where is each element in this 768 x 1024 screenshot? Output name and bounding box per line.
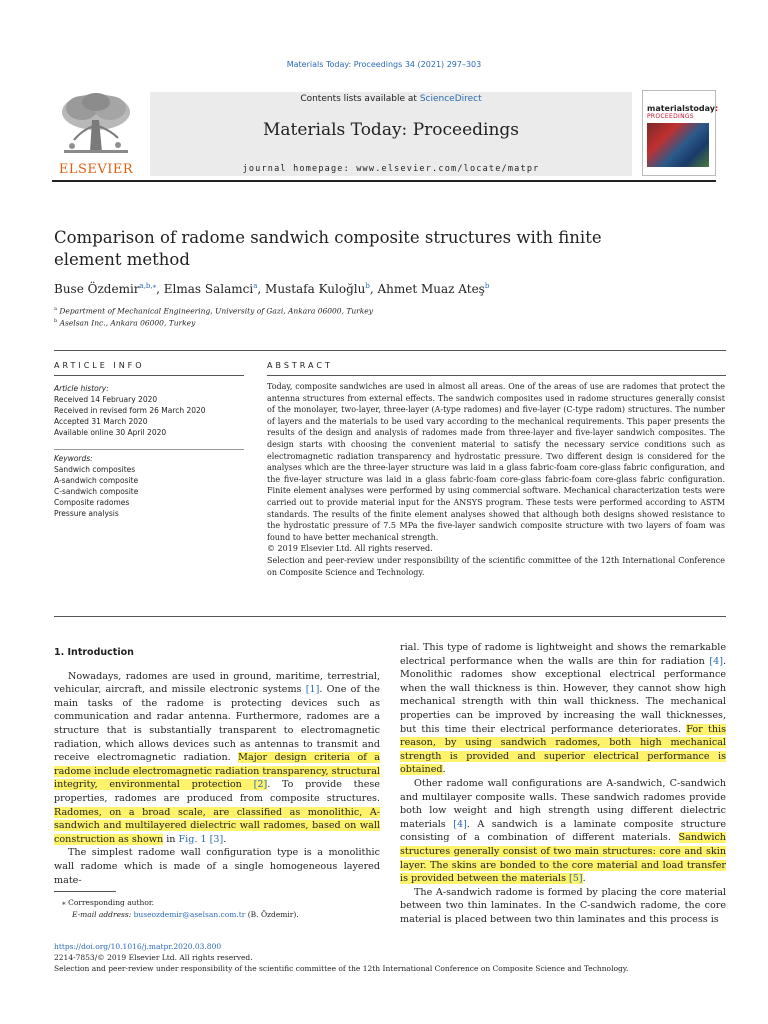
citation-link[interactable]: [4] (709, 655, 723, 667)
history-label: Article history: (54, 384, 109, 393)
body-right-column (400, 641, 726, 926)
abstract-peer-review: Selection and peer-review under responsibility of the scientific committee of the 12th International Conference on Composite Science and Technology. (267, 555, 725, 577)
affiliation: $^b$ Aselsan Inc., Ankara 06000, Turkey (54, 318, 196, 328)
citation-link[interactable]: [5] (569, 873, 583, 885)
keyword: Pressure analysis (54, 509, 119, 518)
author-list: Buse Özdemir$^{a,b,⁎}$, Elmas Salamci$^a$, Mustafa Kuloğlu$^b$, Ahmet Muaz Ateş$^b$ (54, 282, 490, 296)
figure-link[interactable]: Fig. 1 [3] (178, 833, 224, 845)
keywords-label: Keywords: (54, 454, 93, 463)
history-item: Available online 30 April 2020 (54, 428, 167, 437)
masthead-banner (150, 92, 632, 176)
keyword: Sandwich composites (54, 465, 136, 474)
author-affiliation-mark[interactable]: b (365, 282, 370, 290)
citation-link[interactable]: [1] (305, 684, 320, 696)
journal-cover-thumbnail[interactable] (642, 90, 719, 176)
journal-title: Materials Today: Proceedings (262, 120, 520, 140)
body-paragraph: rial. This type of radome is lightweight and shows the remarkable electrical performance when the walls are thin for radiation [4]. Monolithic radomes show exceptional electrical performance when the wall thickness is thin. However, they cannot show high mechanical strength with thin wall thickness. The mechanical properties can be improved by increasing the wall thicknesses, but this time their electrical performance deteriorates. For this reason, by using sandwich radomes, both high mechanical strength is provided and superior electrical performance is obtained. (400, 642, 726, 776)
abstract-copyright: © 2019 Elsevier Ltd. All rights reserved. (267, 544, 433, 554)
elsevier-tree-logo (52, 90, 140, 178)
journal-masthead (52, 90, 719, 182)
author-affiliation-mark[interactable]: b (484, 282, 490, 290)
author-name: Mustafa Kuloğlu (265, 282, 366, 296)
contents-prefix: Contents lists available at (300, 94, 420, 104)
affiliation: $^a$ Department of Mechanical Engineering, University of Gazi, Ankara 06000, Turkey (54, 306, 373, 316)
article-history (54, 383, 244, 438)
paper-title: Comparison of radome sandwich composite structures with finite element method (54, 228, 602, 269)
abstract-heading: ABSTRACT (267, 361, 333, 370)
body-paragraph: Nowadays, radomes are used in ground, maritime, terrestrial, vehicular, aircraft, and missile electronic systems [1]. One of the main tasks of the radome is protecting devices such as communication and radar antenna. Furthermore, radomes are a structure that is substantially transparent to electromagnetic radiation, which allows devices such as antennas to transmit and receive electromagnetic radiation. Major design criteria of a radome include electromagnetic radiation transparency, structural integrity, environmental protection [2]. To provide these properties, radomes are produced from composite structures. Radomes, on a broad scale, are classified as monolithic, A-sandwich and multilayered dielectric wall radomes, based on wall construction as shown in Fig. 1 [3]. (54, 670, 380, 845)
doi-link[interactable]: https://doi.org/10.1016/j.matpr.2020.03.800 (54, 942, 222, 951)
issn-line: 2214-7853/© 2019 Elsevier Ltd. All rights reserved. (54, 953, 253, 962)
body-left-column (54, 646, 380, 887)
journal-reference[interactable]: Materials Today: Proceedings 34 (2021) 297–303 (286, 60, 482, 69)
email-line: E-mail address: buseozdemir@aselsan.com.tr (B. Özdemir). (72, 910, 299, 919)
citation-link[interactable]: [2] (253, 779, 268, 791)
author-email-link[interactable]: buseozdemir@aselsan.com.tr (133, 910, 246, 919)
history-item: Received in revised form 26 March 2020 (54, 406, 206, 415)
footnote-rule (54, 891, 116, 892)
section-heading-introduction: 1. Introduction (54, 647, 134, 658)
author-name: Buse Özdemir (54, 282, 140, 296)
citation-link[interactable]: [4] (453, 818, 467, 830)
corresponding-author-footnote (62, 897, 362, 921)
tree-icon (52, 90, 140, 162)
body-paragraph: The A-sandwich radome is formed by placing the core material between two thin laminates. In the C-sandwich radome, the core material is placed between two thin laminates and this process is (400, 886, 726, 925)
sciencedirect-link[interactable]: ScienceDirect (419, 94, 482, 104)
elsevier-wordmark: ELSEVIER (58, 162, 134, 177)
author-name: Elmas Salamci (163, 282, 254, 296)
keyword: C-sandwich composite (54, 487, 139, 496)
keywords (54, 453, 244, 519)
contents-line (150, 94, 632, 104)
highlighted-text: Sandwich structures generally consist of two main structures: core and skin layer. The skins are bonded to the core material and load transfer is provided between the materials (400, 832, 726, 885)
section-divider (54, 350, 726, 351)
body-paragraph: The simplest radome wall configuration type is a monolithic wall radome which is made of a single homogeneous layered mate- (54, 847, 380, 886)
abstract-rule (267, 375, 726, 376)
history-item: Received 14 February 2020 (54, 395, 158, 404)
cover-subtitle: PROCEEDINGS (647, 113, 694, 120)
journal-homepage[interactable]: journal homepage: www.elsevier.com/locate/matpr (242, 164, 540, 174)
section-divider (54, 616, 726, 617)
author-name: Ahmet Muaz Ateş (377, 282, 485, 296)
author-affiliation-mark[interactable]: a (253, 282, 258, 290)
author-affiliation-mark[interactable]: a,b,⁎ (139, 282, 157, 290)
history-item: Accepted 31 March 2020 (54, 417, 148, 426)
abstract-text: Today, composite sandwiches are used in almost all areas. One of the areas of use are radomes that protect the antenna structures from external effects. The sandwich composites used in radome structures generally consist of the monolayer, two-layer, three-layer (A-type radomes) and five-layer (C-type radom) structures. The number of layers and the materials to be used vary according to the mechanical requirements. This paper presents the results of the design and analysis of radomes made from three-layer and five-layer sandwich composites. The design starts with choosing the convenient material to satisfy the necessary service conditions such as electromagnetic radiation transparency and hydrostatic pressure. Two different design is considered for the analyses which are the three-layer structure was laid in a glass fabric-foam core-glass fabric configuration, and the five-layer structure was laid in a glass fabric-foam core-glass fabric-foam core-glass fabric configuration. Finite element analyses were performed by using commercial software. Mechanical characterization tests were carried out to provide material input for the ANSYS program. These tests were performed according to ASTM standards. The results of the finite element analyses showed that although both designs showed resistance to the hydrostatic pressure of 7.5 MPa the five-layer sandwich composite structure with two layers of foam was found to have better mechanical strength. (267, 382, 725, 542)
keyword: Composite radomes (54, 498, 130, 507)
cover-image (647, 123, 709, 167)
highlighted-text: For this reason, by using sandwich radomes, both high mechanical strength is provided and superior electrical performance is obtained (400, 723, 726, 776)
highlighted-text: Radomes, on a broad scale, are classified as monolithic, A-sandwich and multilayered dielectric wall radomes, based on wall construction as shown (54, 806, 380, 845)
article-info-rule (54, 375, 244, 376)
peer-review-line: Selection and peer-review under responsibility of the scientific committee of the 12th International Conference on Composite Science and Technology. (54, 964, 629, 973)
corresponding-label: ⁎ Corresponding author. (62, 898, 155, 907)
keyword: A-sandwich composite (54, 476, 139, 485)
cover-brand: materialstoday: (647, 104, 719, 113)
highlighted-text: Major design criteria of a radome include electromagnetic radiation transparency, structural integrity, environmental protection (54, 752, 380, 791)
keywords-divider (54, 449, 244, 450)
article-info-heading: ARTICLE INFO (54, 361, 145, 370)
doi-block (54, 941, 734, 974)
abstract-body (267, 381, 725, 578)
body-paragraph: Other radome wall configurations are A-sandwich, C-sandwich and multilayer composite walls. These sandwich radomes provide both low weight and high strength using different dielectric materials [4]. A sandwich is a laminate composite structure consisting of a combination of different materials. Sandwich structures generally consist of two main structures: core and skin layer. The skins are bonded to the core material and load transfer is provided between the materials [5]. (400, 777, 727, 885)
